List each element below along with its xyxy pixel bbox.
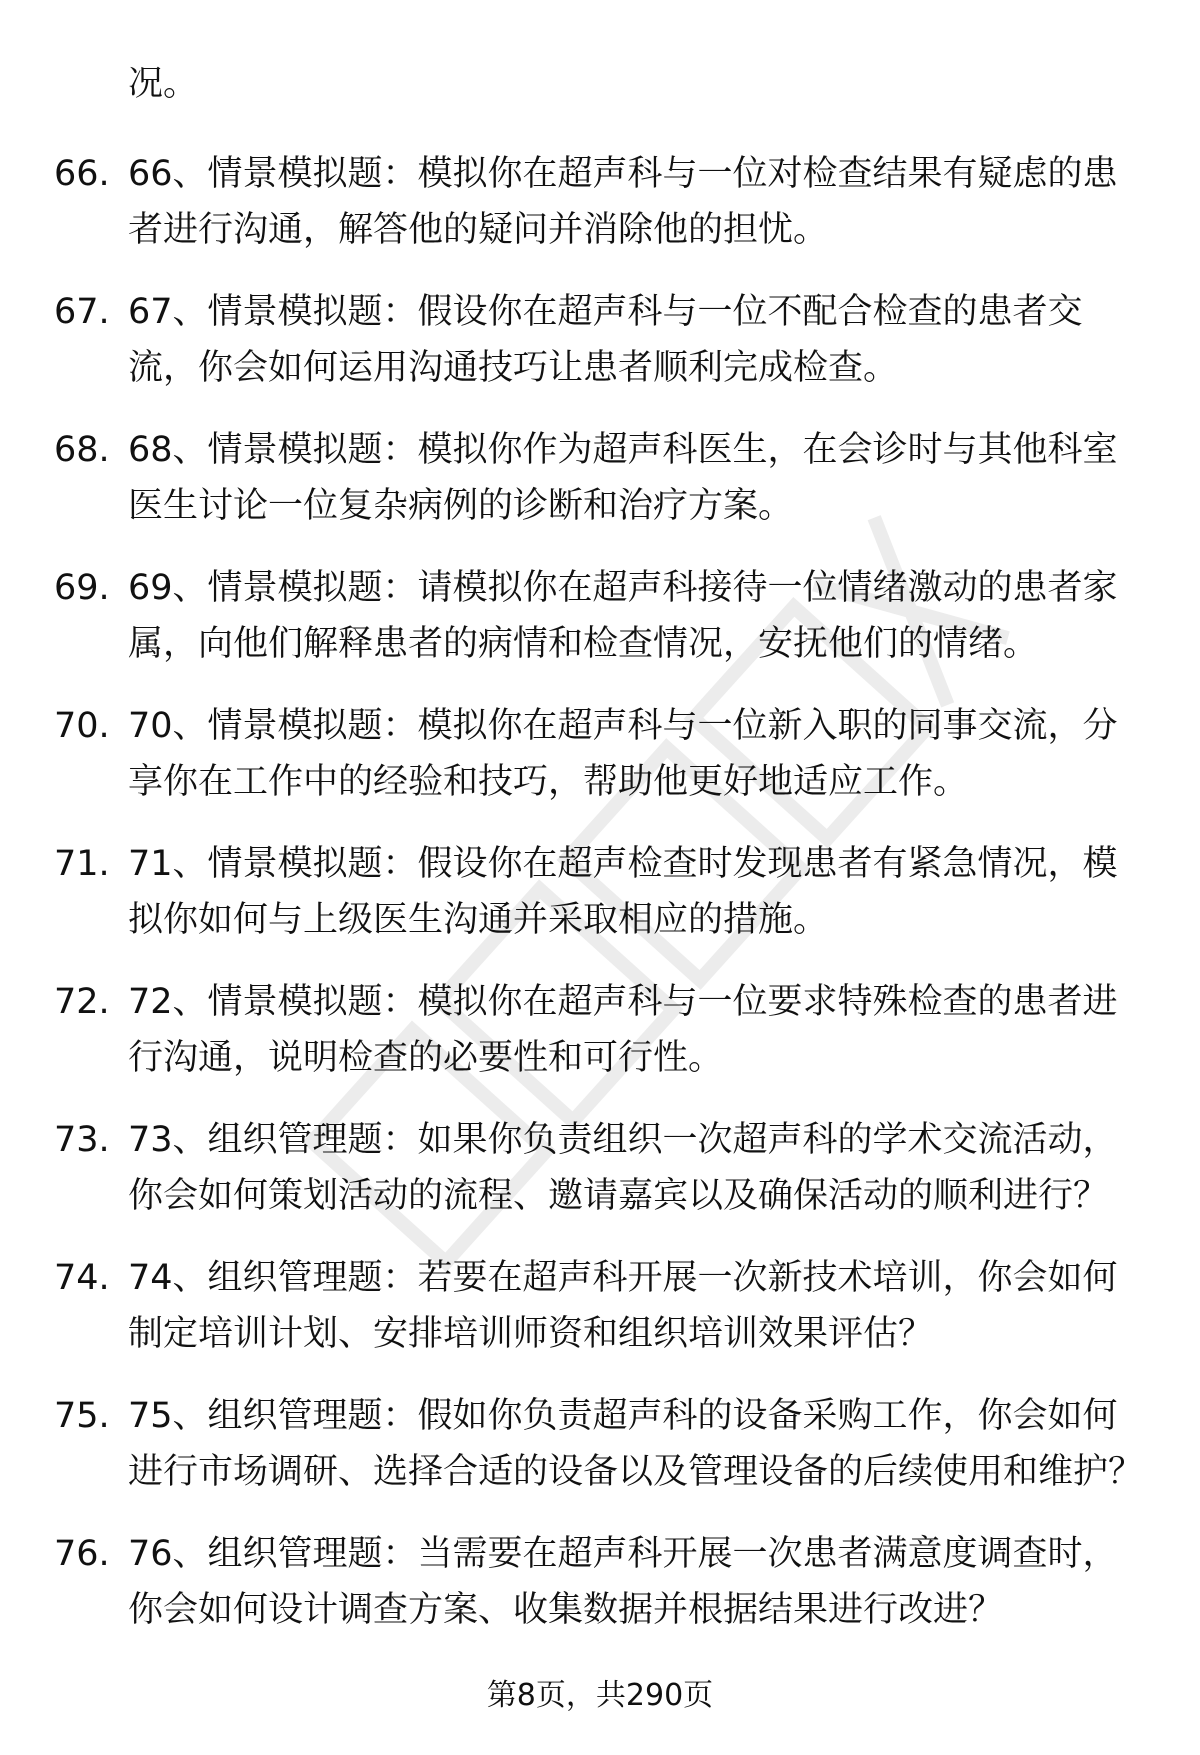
- list-number: 74.: [54, 1258, 110, 1298]
- question-list: [0, 146, 1200, 1664]
- list-number: 73.: [54, 1120, 110, 1160]
- list-item: [0, 1526, 1200, 1638]
- list-item: [0, 1250, 1200, 1362]
- list-item: [0, 284, 1200, 396]
- question-text: 67、情景模拟题：假设你在超声科与一位不配合检查的患者交流，你会如何运用沟通技巧让患者顺利完成检查。: [128, 292, 1083, 388]
- list-number: 72.: [54, 982, 110, 1022]
- list-number: 67.: [54, 292, 110, 332]
- list-item: [0, 974, 1200, 1086]
- list-item: [0, 1388, 1200, 1500]
- question-text: 73、组织管理题：如果你负责组织一次超声科的学术交流活动，你会如何策划活动的流程、邀请嘉宾以及确保活动的顺利进行？: [128, 1120, 1118, 1216]
- question-text: 74、组织管理题：若要在超声科开展一次新技术培训，你会如何制定培训计划、安排培训师资和组织培训效果评估？: [128, 1258, 1118, 1354]
- list-number: 68.: [54, 430, 110, 470]
- list-number: 69.: [54, 568, 110, 608]
- list-item: [0, 1112, 1200, 1224]
- list-item: [0, 422, 1200, 534]
- list-number: 71.: [54, 844, 110, 884]
- question-text: 72、情景模拟题：模拟你在超声科与一位要求特殊检查的患者进行沟通，说明检查的必要性和可行性。: [128, 982, 1118, 1078]
- page-footer: 第8页，共290页: [486, 1678, 714, 1713]
- list-number: 66.: [54, 154, 110, 194]
- list-number: 70.: [54, 706, 110, 746]
- list-number: 75.: [54, 1396, 110, 1436]
- list-item: [0, 698, 1200, 810]
- question-text: 69、情景模拟题：请模拟你在超声科接待一位情绪激动的患者家属，向他们解释患者的病情和检查情况，安抚他们的情绪。: [128, 568, 1118, 664]
- question-text: 76、组织管理题：当需要在超声科开展一次患者满意度调查时，你会如何设计调查方案、收集数据并根据结果进行改进？: [128, 1534, 1118, 1630]
- list-item: [0, 836, 1200, 948]
- continuation-text: 况。: [128, 64, 199, 104]
- question-text: 70、情景模拟题：模拟你在超声科与一位新入职的同事交流，分享你在工作中的经验和技巧，帮助他更好地适应工作。: [128, 706, 1118, 802]
- question-text: 71、情景模拟题：假设你在超声检查时发现患者有紧急情况，模拟你如何与上级医生沟通并采取相应的措施。: [128, 844, 1118, 940]
- question-text: 66、情景模拟题：模拟你在超声科与一位对检查结果有疑虑的患者进行沟通，解答他的疑问并消除他的担忧。: [128, 154, 1118, 250]
- list-number: 76.: [54, 1534, 110, 1574]
- list-item: [0, 146, 1200, 258]
- question-text: 68、情景模拟题：模拟你作为超声科医生，在会诊时与其他科室医生讨论一位复杂病例的诊断和治疗方案。: [128, 430, 1118, 526]
- question-text: 75、组织管理题：假如你负责超声科的设备采购工作，你会如何进行市场调研、选择合适的设备以及管理设备的后续使用和维护？: [128, 1396, 1144, 1492]
- list-item: [0, 560, 1200, 672]
